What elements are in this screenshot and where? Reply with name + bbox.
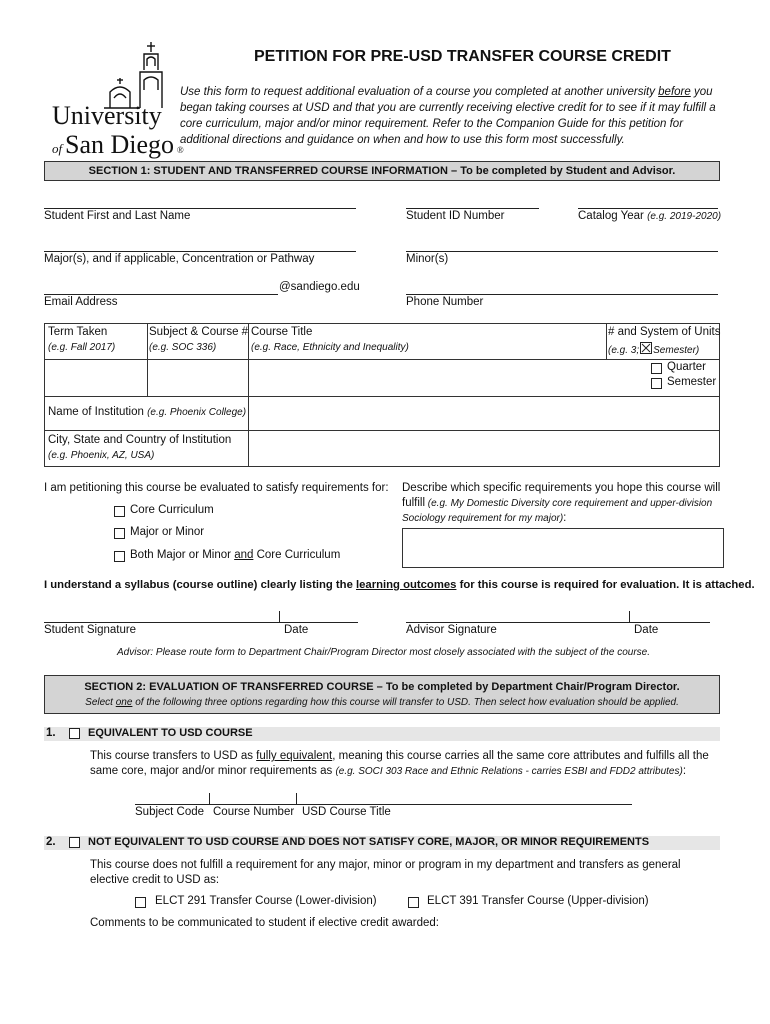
both-text-a: Both Major or Minor <box>130 549 235 561</box>
email-domain: @sandiego.edu <box>279 281 360 293</box>
option1-fully-equivalent: fully equivalent <box>256 750 333 762</box>
describe-text-b: fulfill <box>402 497 426 509</box>
major-label: Major(s), and if applicable, Concentration or Pathway <box>44 253 315 265</box>
describe-example: (e.g. My Domestic Diversity core requirement and upper-division Sociology requirement for my major) <box>402 498 713 524</box>
intro-text-1: Use this form to request additional evaluation of a course you completed at another university <box>180 86 659 98</box>
elct291-checkbox[interactable] <box>135 897 146 908</box>
option1-checkbox[interactable] <box>69 728 80 739</box>
option1-title: EQUIVALENT TO USD COURSE <box>88 727 253 739</box>
institution-example: (e.g. Phoenix College) <box>147 407 247 418</box>
both-text-b: Core Curriculum <box>253 549 341 561</box>
checked-box-icon <box>640 342 652 354</box>
major-line[interactable] <box>44 251 356 252</box>
section2-header <box>44 675 720 714</box>
option1-example: (e.g. SOCI 303 Race and Ethnic Relations - carries ESBI and FDD2 attributes) <box>335 766 683 777</box>
student-signature-line[interactable] <box>44 622 358 623</box>
email-label: Email Address <box>44 296 118 308</box>
quarter-label: Quarter <box>667 361 706 373</box>
advisor-signature-label: Advisor Signature <box>406 624 497 636</box>
semester-checkbox[interactable] <box>651 378 662 389</box>
usd-course-divider-1 <box>209 793 210 804</box>
core-curriculum-checkbox[interactable] <box>114 506 125 517</box>
major-minor-checkbox[interactable] <box>114 528 125 539</box>
syllabus-statement <box>44 579 755 591</box>
units-example-b: Semester) <box>653 345 700 356</box>
major-minor-label: Major or Minor <box>130 526 205 538</box>
catalog-year-line[interactable] <box>578 208 718 209</box>
core-curriculum-label: Core Curriculum <box>130 504 214 516</box>
intro-before: before <box>658 86 691 98</box>
catalog-year-example: (e.g. 2019-2020) <box>647 211 722 222</box>
option2-title: NOT EQUIVALENT TO USD COURSE AND DOES NOT SATISFY CORE, MAJOR, OR MINOR REQUIREMENTS <box>88 836 650 848</box>
student-date-label: Date <box>284 624 309 636</box>
university-logo <box>48 40 184 180</box>
catalog-year-text: Catalog Year <box>578 210 644 222</box>
subject-course-example: (e.g. SOC 336) <box>149 342 217 353</box>
institution-text: Name of Institution <box>48 406 144 418</box>
option1-text-a: This course transfers to USD as <box>90 750 257 762</box>
catalog-year-label <box>578 210 721 222</box>
location-label: City, State and Country of Institution <box>48 434 232 446</box>
describe-text-a: Describe which specific requirements you hope this course will <box>402 482 721 494</box>
course-number-label: Course Number <box>213 806 295 818</box>
logo-registered: ® <box>176 145 184 155</box>
section2-sub-a: Select <box>85 697 116 708</box>
section2-sub-one: one <box>115 697 133 708</box>
page-title: PETITION FOR PRE-USD TRANSFER COURSE CREDIT <box>254 48 671 65</box>
usd-course-title-label: USD Course Title <box>302 806 391 818</box>
section2-header-text: SECTION 2: EVALUATION OF TRANSFERRED COURSE – To be completed by Department Chair/Program Director. <box>84 681 680 693</box>
logo-san-diego-line <box>52 130 184 160</box>
advisor-note: Advisor: Please route form to Department Chair/Program Director most closely associated with the subject of the course. <box>117 647 651 658</box>
section2-subheader <box>45 695 719 711</box>
logo-university: University <box>52 101 162 130</box>
course-title-example: (e.g. Race, Ethnicity and Inequality) <box>251 342 409 353</box>
section2-sub-b: of the following three options regarding how this course will transfer to USD. Then select how evaluation should be applied. <box>132 697 679 708</box>
petition-label: I am petitioning this course be evaluated to satisfy requirements for: <box>44 482 389 494</box>
option1-description <box>90 749 722 779</box>
section1-header <box>44 161 720 181</box>
advisor-signature-divider <box>629 611 630 622</box>
both-label <box>130 549 340 561</box>
logo-san-diego: San Diego <box>65 130 175 159</box>
intro-paragraph <box>180 84 725 148</box>
student-id-label: Student ID Number <box>406 210 505 222</box>
quarter-checkbox[interactable] <box>651 363 662 374</box>
email-line[interactable] <box>44 294 278 295</box>
option2-number: 2. <box>46 836 56 848</box>
advisor-date-label: Date <box>634 624 659 636</box>
option1-text-b: , meaning this course carries all the same core attributes and fulfills all the same core, major and/or minor requirements as <box>90 750 709 777</box>
both-checkbox[interactable] <box>114 551 125 562</box>
describe-textarea[interactable] <box>402 528 724 568</box>
term-taken-label: Term Taken <box>48 326 108 338</box>
student-signature-label: Student Signature <box>44 624 137 636</box>
describe-colon: : <box>563 512 567 524</box>
option1-number: 1. <box>46 727 56 739</box>
section1-header-text: SECTION 1: STUDENT AND TRANSFERRED COURSE INFORMATION – To be completed by Student and Advisor. <box>88 165 676 177</box>
syllabus-text-a: I understand a syllabus (course outline) clearly listing the <box>44 579 356 591</box>
elct391-checkbox[interactable] <box>408 897 419 908</box>
subject-code-label: Subject Code <box>135 806 205 818</box>
intro-text-2: you began taking courses at USD and that you are currently receiving elective credit for to see if it may fulfill a core curriculum, major and/or minor requirement. Refer to the Companion Guide for this petition for additional directions and guidance on when and how to use this form most successfully. <box>180 86 716 146</box>
phone-label: Phone Number <box>406 296 484 308</box>
usd-course-line[interactable] <box>135 804 632 805</box>
comments-label: Comments to be communicated to student if elective credit awarded: <box>90 917 440 929</box>
minor-line[interactable] <box>406 251 718 252</box>
location-example: (e.g. Phoenix, AZ, USA) <box>48 450 155 461</box>
minor-label: Minor(s) <box>406 253 449 265</box>
institution-label <box>48 406 246 418</box>
option1-colon: : <box>682 765 687 777</box>
student-id-line[interactable] <box>406 208 539 209</box>
student-signature-divider <box>279 611 280 622</box>
units-example <box>608 342 699 356</box>
elct291-label: ELCT 291 Transfer Course (Lower-division) <box>155 895 377 907</box>
student-name-line[interactable] <box>44 208 356 209</box>
describe-label <box>402 481 722 526</box>
usd-course-divider-2 <box>296 793 297 804</box>
semester-label: Semester <box>667 376 717 388</box>
logo-of: of <box>52 141 63 156</box>
units-example-a: (e.g. 3; <box>608 345 640 356</box>
syllabus-learning-outcomes: learning outcomes <box>356 579 457 591</box>
subject-course-label: Subject & Course # <box>149 326 249 338</box>
elct391-label: ELCT 391 Transfer Course (Upper-division) <box>427 895 649 907</box>
term-taken-example: (e.g. Fall 2017) <box>48 342 116 353</box>
phone-line[interactable] <box>406 294 718 295</box>
student-name-label: Student First and Last Name <box>44 210 191 222</box>
option2-description: This course does not fulfill a requirement for any major, minor or program in my department and transfers as general elective credit to USD as: <box>90 859 681 886</box>
course-title-label: Course Title <box>251 326 313 338</box>
advisor-signature-line[interactable] <box>406 622 710 623</box>
units-label: # and System of Units <box>608 326 721 338</box>
both-and: and <box>234 549 254 561</box>
tower-icon <box>48 40 178 110</box>
option2-checkbox[interactable] <box>69 837 80 848</box>
syllabus-text-b: for this course is required for evaluation. It is attached. <box>456 579 755 591</box>
